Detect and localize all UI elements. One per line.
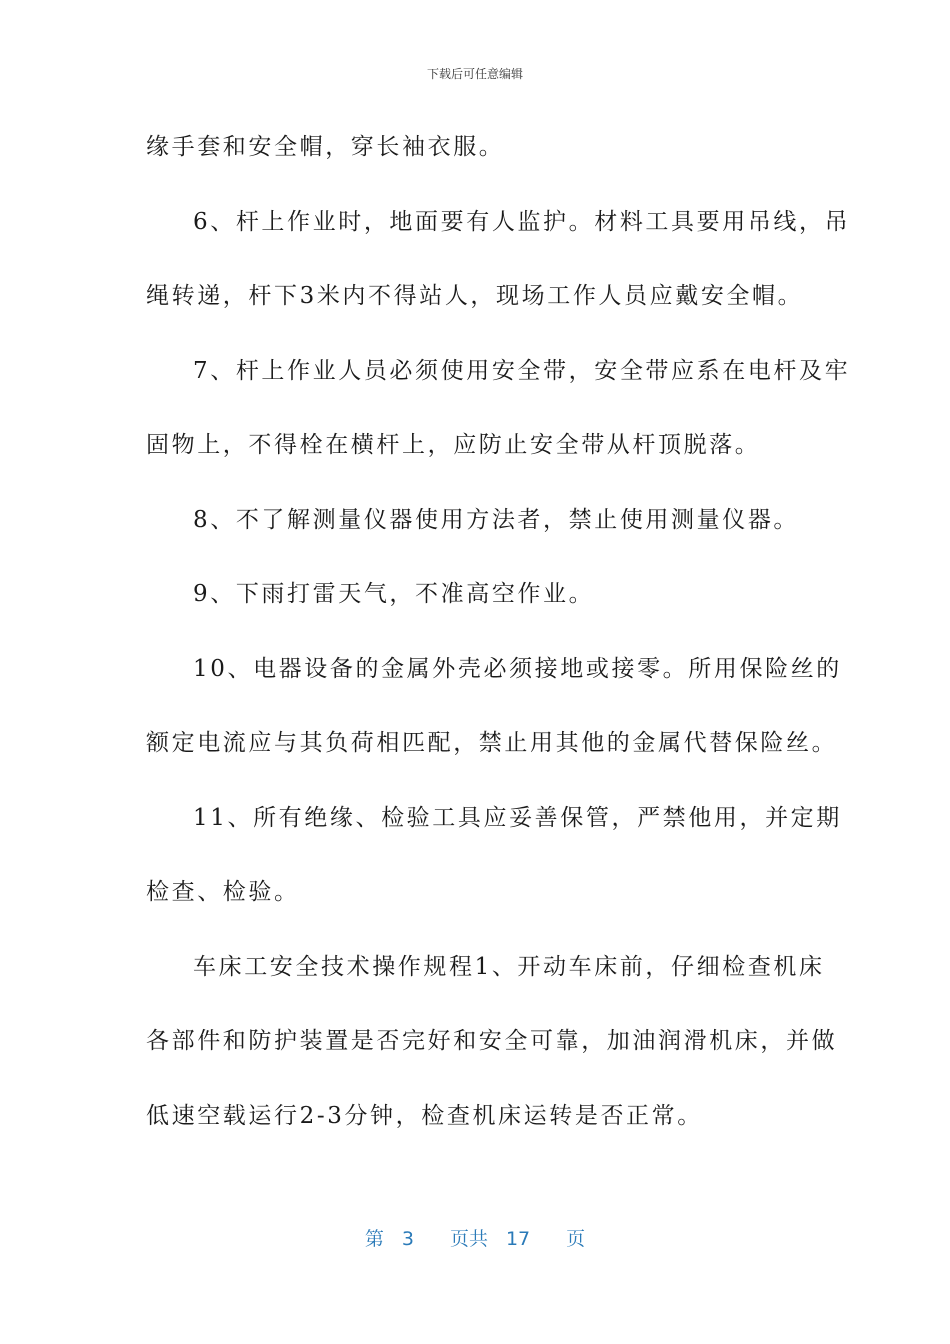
page-header: 下载后可任意编辑 (426, 67, 523, 81)
text-line: 额定电流应与其负荷相匹配，禁止用其他的金属代替保险丝。 (146, 730, 838, 756)
text-line: 绳转递，杆下3米内不得站人，现场工作人员应戴安全帽。 (146, 283, 804, 309)
footer-total-pages: 17 (505, 1228, 531, 1250)
footer-suffix: 页 (566, 1228, 586, 1250)
text-line: 6、杆上作业时，地面要有人监护。材料工具要用吊线，吊 (193, 208, 851, 235)
text-line: 8、不了解测量仪器使用方法者，禁止使用测量仪器。 (193, 506, 800, 533)
page-footer (0, 1226, 950, 1252)
text-line: 10、电器设备的金属外壳必须接地或接零。所用保险丝的 (193, 655, 842, 682)
text-line: 车床工安全技术操作规程1、开动车床前，仔细检查机床 (193, 953, 825, 980)
text-line: 检查、检验。 (146, 879, 300, 905)
text-line: 各部件和防护装置是否完好和安全可靠，加油润滑机床，并做 (146, 1028, 838, 1054)
text-line: 固物上，不得栓在横杆上，应防止安全带从杆顶脱落。 (146, 432, 761, 458)
text-line: 9、下雨打雷天气，不准高空作业。 (193, 581, 595, 607)
text-line: 7、杆上作业人员必须使用安全带，安全带应系在电杆及牢 (193, 357, 851, 384)
footer-middle: 页共 (449, 1228, 488, 1250)
text-line: 缘手套和安全帽，穿长袖衣服。 (146, 134, 505, 160)
footer-page-number: 3 (401, 1228, 414, 1250)
document-body (146, 110, 851, 1153)
text-line: 11、所有绝缘、检验工具应妥善保管，严禁他用，并定期 (193, 804, 842, 831)
text-line: 低速空载运行2-3分钟，检查机床运转是否正常。 (146, 1102, 703, 1129)
footer-prefix: 第 (364, 1228, 384, 1250)
